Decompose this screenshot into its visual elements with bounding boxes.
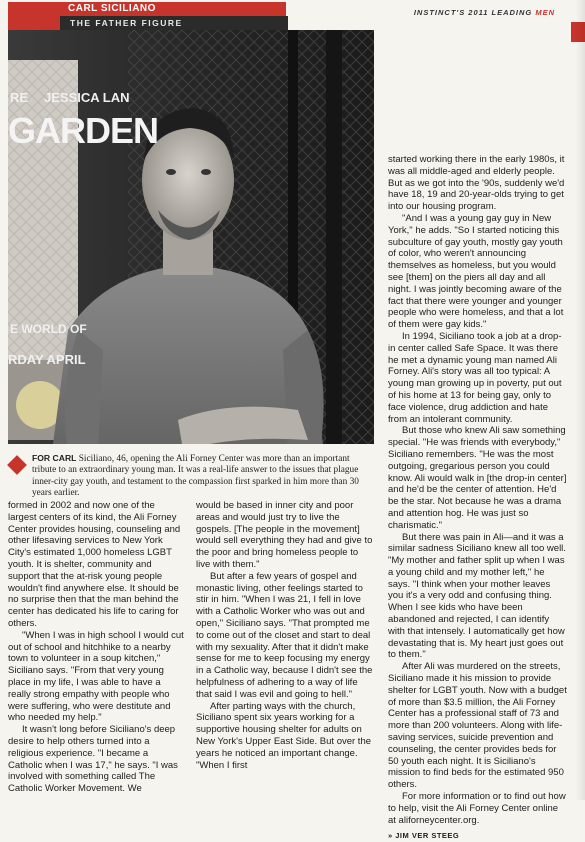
byline: » JIM VER STEEG: [388, 831, 460, 841]
poster-headline: JESSICA LAN: [44, 90, 130, 105]
poster-prefix: RE: [10, 90, 29, 105]
paragraph: "When I was in high school I would cut out of school and hitchhike to a nearby town to volunteer in a soup kitchen," Siciliano says. "From that very young place in my life, I was able to have a really strong empathy with people who were suffering, who were destitute and who needed my help.": [8, 629, 184, 724]
masthead: [414, 8, 555, 17]
paragraph: But after a few years of gospel and monastic living, other feelings started to stir in him. "When I was 21, I fell in love with a Catholic Worker who was out and open," Siciliano says. "That prompted me to come out of the closet and start to deal with my sexuality. After that it didn't make sense for me to keep focusing my energy in a Catholic way, because I didn't see the helpfulness of adhering to a way of life that said I was evil and going to hell.": [196, 570, 373, 700]
paragraph: But there was pain in Ali—and it was a similar sadness Siciliano knew all too well. "My mother and father split up when I was a young child and my mother left," he says. "I think when your mother leaves you it's a very odd and confusing thing. When I see kids who have been abandoned and rejected, I can identify with that intensely. I automatically get how devastating that is. My heart just goes out to them.": [388, 531, 566, 661]
masthead-prefix: INSTINCT'S 2011 LEADING: [413, 8, 536, 17]
paragraph: But those who knew Ali saw something special. "He was friends with everybody," Siciliano remembers. "He was the most outgoing, gregarious person you could know. Ali would walk in [the drop-in center] and he'd be the center of attention. He'd be the star. Not because he was a drama and attention hog. He was just so charismatic.": [388, 425, 567, 531]
paragraph: For more information or to find out how to help, visit the Ali Forney Center online at aliforneycenter.org.: [388, 791, 566, 826]
paragraph: It wasn't long before Siciliano's deep desire to help others turned into a religious experience. "I became a Catholic when I was 17," he says. "I was involved with something called The Catholic Worker Movement. We: [8, 724, 178, 795]
article-column-1: [8, 500, 184, 795]
name-tag: CARL SICILIANO: [8, 2, 286, 16]
page-gutter-shadow: [575, 0, 585, 800]
paragraph: "And I was a young gay guy in New York," he adds. "So I started noticing this subculture of gay youth, mostly gay youth of color, who weren't announcing themselves as homeless, but you would see [them] on the piers all day and all night. I was jointly becoming aware of the fact that there were younger and younger people who were homeless, and that a lot of them were gay kids.": [388, 212, 564, 331]
header-accent-bar: [8, 16, 60, 30]
article-column-2: [196, 500, 374, 771]
caption-lead: FOR CARL: [32, 453, 77, 463]
portrait-photo: [8, 30, 374, 482]
photo-caption: [32, 453, 366, 500]
paragraph: After Ali was murdered on the streets, Siciliano made it his mission to provide shelter for LGBT youth. Now with a budget of more than $3.5 million, the Ali Forney Center has a professional staff of 73 and more than 200 volunteers. Along with life-saving services, suicide prevention and counseling, the center provides beds for 50 youth each night. It is Siciliano's mission to find beds for the estimated 950 others.: [388, 661, 567, 791]
paragraph: started working there in the early 1980s, it was all middle-aged and elderly people. But as we got into the '90s, suddenly we'd have 18, 19 and 20-year-olds trying to get into our housing program.: [388, 154, 565, 213]
section-title: THE FATHER FIGURE: [60, 16, 288, 30]
paragraph: formed in 2002 and now one of the largest centers of its kind, the Ali Forney Center provides housing, counseling and other lifesaving services to New York City's estimated 1,000 homeless LGBT youth. It is shelter, community and support that the at-risk young people wouldn't find anywhere else. It should be no surprise then that the man behind the center has dedicated his life to caring for others.: [8, 500, 181, 629]
poster-title: GARDEN: [8, 110, 159, 151]
caption-text: Siciliano, 46, opening the Ali Forney Center was more than an important tribute to an extraordinary young man. It was a real-life answer to the issues that plague inner-city gay youth, and testament to the compassion first sparked in him more than 30 years earlier.: [32, 454, 359, 499]
masthead-accent: MEN: [535, 8, 555, 17]
article-column-3: [388, 154, 568, 842]
paragraph: After parting ways with the church, Siciliano spent six years working for a supportive housing shelter for adults on New York's Upper East Side. But over the years he noticed an important change. "When I first: [196, 700, 372, 771]
poster-date: RDAY APRIL: [8, 352, 86, 367]
paragraph: In 1994, Siciliano took a job at a drop-in center called Safe Space. It was there he met a dynamic young man named Ali Forney. Ali's story was all too typical: A young man growing up in poverty, put out of his home at 13 for being gay, only to face violence, drug addiction and hate from an intolerant community.: [388, 330, 562, 425]
poster-subtitle: E WORLD OF: [10, 322, 87, 336]
paragraph: would be based in inner city and poor areas and would just try to live the gospels. [The people in the movement] would sell everything they had and give to the poor and bring homeless people to live with them.": [196, 500, 373, 570]
